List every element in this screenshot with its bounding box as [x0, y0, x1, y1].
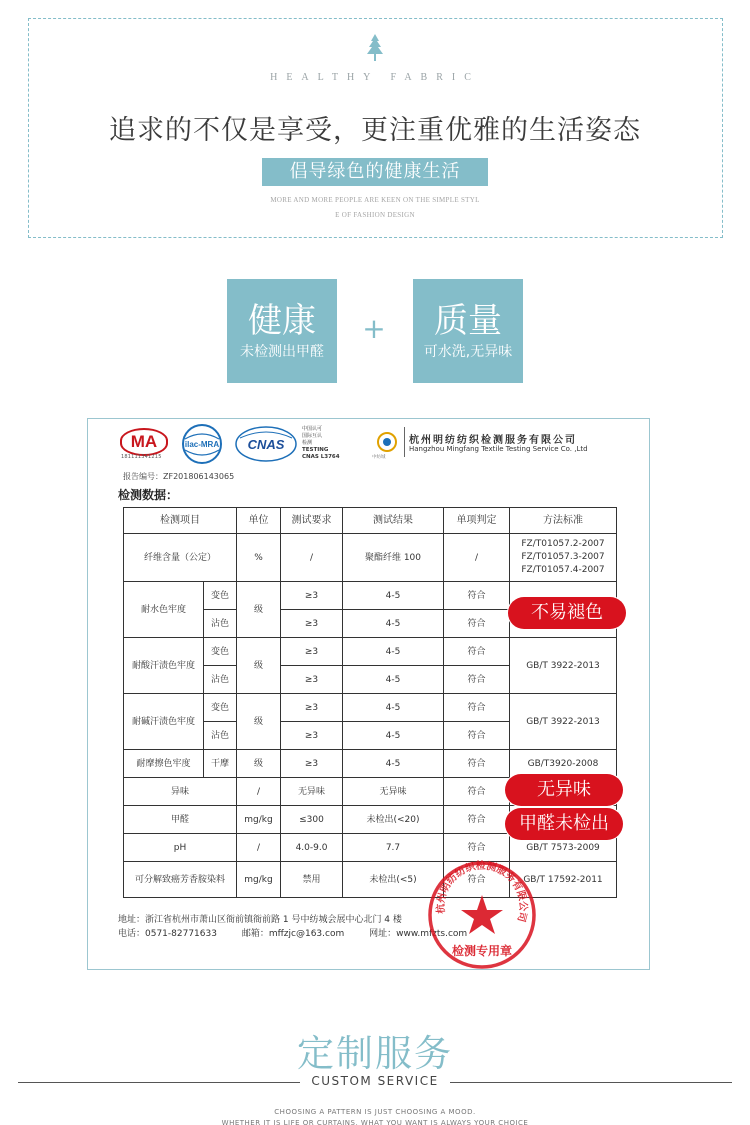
cell-result: 未检出(<20) — [343, 806, 444, 834]
seal-text: 杭州明纺纺织检测服务有限公司 — [435, 860, 529, 923]
custom-service-line-2: WHETHER IT IS LIFE OR CURTAINS, WHAT YOU WANT IS ALWAYS YOUR CHOICE — [221, 1119, 529, 1125]
cell-judge: 符合 — [444, 638, 510, 666]
cell-result: 4-5 — [343, 610, 444, 638]
address-line: 地址：浙江省杭州市萧山区衙前镇衙前路 1 号中纺城会展中心北门 4 楼 — [118, 915, 402, 925]
header-result: 测试结果 — [343, 508, 444, 534]
cnas-caption-5: CNAS L3764 — [302, 454, 340, 460]
cell-unit: 级 — [237, 638, 281, 694]
org-divider — [404, 427, 405, 457]
cell-judge: / — [444, 534, 510, 582]
cell-unit: 级 — [237, 694, 281, 750]
header-item: 检测项目 — [124, 508, 237, 534]
cell-sub: 沾色 — [204, 610, 237, 638]
cell-item: 可分解致癌芳香胺染料 — [124, 862, 237, 898]
org-logo-icon — [373, 431, 401, 453]
section-title: 检测数据： — [118, 488, 179, 502]
cell-req: / — [281, 534, 343, 582]
cell-item: 纤维含量（公定） — [124, 534, 237, 582]
cnas-caption — [302, 426, 340, 461]
cell-judge: 符合 — [444, 610, 510, 638]
cell-sub: 干摩 — [204, 750, 237, 778]
table-row — [124, 862, 617, 898]
cell-req: ≥3 — [281, 694, 343, 722]
ma-number: 181111341215 — [121, 454, 162, 460]
cell-result: 4-5 — [343, 666, 444, 694]
custom-service-subtitle: CUSTOM SERVICE — [311, 1074, 439, 1088]
cell-req: ≥3 — [281, 582, 343, 610]
cell-item: pH — [124, 834, 237, 862]
header-standard: 方法标准 — [510, 508, 617, 534]
cell-sub: 变色 — [204, 638, 237, 666]
website: 网址：www.mfzts.com — [369, 929, 468, 939]
cell-judge: 符合 — [444, 722, 510, 750]
plus-sign: + — [362, 312, 386, 345]
ma-logo: MA — [120, 428, 168, 456]
cnas-caption-3: 检测 — [302, 440, 313, 446]
feature-quality-title: 质量 — [434, 301, 502, 341]
cell-req: ≥3 — [281, 750, 343, 778]
cell-std — [510, 534, 617, 582]
custom-service-title: 定制服务 — [297, 1032, 453, 1075]
cell-unit: % — [237, 534, 281, 582]
std-line: FZ/T01057.3-2007 — [521, 552, 605, 562]
cell-req: 禁用 — [281, 862, 343, 898]
cell-sub: 变色 — [204, 694, 237, 722]
feature-health-title: 健康 — [248, 301, 316, 341]
cell-req: ≤300 — [281, 806, 343, 834]
cell-item: 耐摩擦色牢度 — [124, 750, 204, 778]
cell-std: GB/T 17592-2011 — [510, 862, 617, 898]
cell-result: 无异味 — [343, 778, 444, 806]
cell-judge: 符合 — [444, 750, 510, 778]
cnas-logo — [234, 424, 298, 464]
cell-item: 耐酸汗渍色牢度 — [124, 638, 204, 694]
green-life-banner: 倡导绿色的健康生活 — [262, 158, 488, 186]
email: 邮箱：mffzjc@163.com — [241, 929, 345, 939]
healthy-fabric-kicker: HEALTHY FABRIC — [270, 72, 480, 83]
cell-judge: 符合 — [444, 694, 510, 722]
cell-req: ≥3 — [281, 666, 343, 694]
cell-judge: 符合 — [444, 862, 510, 898]
cell-judge: 符合 — [444, 582, 510, 610]
header-judgement: 单项判定 — [444, 508, 510, 534]
header-requirement: 测试要求 — [281, 508, 343, 534]
cnas-caption-1: 中国认可 — [302, 426, 323, 432]
table-row — [124, 694, 617, 722]
cell-req: 4.0-9.0 — [281, 834, 343, 862]
cell-result: 聚酯纤维 100 — [343, 534, 444, 582]
table-header-row — [124, 508, 617, 534]
cell-judge: 符合 — [444, 834, 510, 862]
cell-std: GB/T 7573-2009 — [510, 834, 617, 862]
cnas-text: CNAS — [247, 437, 285, 452]
address-block — [118, 913, 467, 941]
ilac-text: ilac-MRA — [184, 440, 220, 449]
cell-result: 4-5 — [343, 582, 444, 610]
contact-line — [118, 927, 467, 941]
table-row — [124, 534, 617, 582]
cell-judge: 符合 — [444, 778, 510, 806]
cell-sub: 变色 — [204, 582, 237, 610]
cell-req: ≥3 — [281, 638, 343, 666]
cell-unit: mg/kg — [237, 806, 281, 834]
cell-unit: 级 — [237, 582, 281, 638]
org-logo-caption: 中纺城 — [372, 455, 386, 460]
cell-item: 耐水色牢度 — [124, 582, 204, 638]
cell-unit: / — [237, 834, 281, 862]
std-line: FZ/T01057.2-2007 — [521, 539, 605, 549]
cell-req: ≥3 — [281, 722, 343, 750]
cell-unit: mg/kg — [237, 862, 281, 898]
intro-small-text-2: E OF FASHION DESIGN — [335, 211, 415, 219]
cell-result: 4-5 — [343, 722, 444, 750]
cell-sub: 沾色 — [204, 666, 237, 694]
cell-result: 7.7 — [343, 834, 444, 862]
cnas-caption-4: TESTING — [302, 447, 329, 453]
cell-item: 耐碱汗渍色牢度 — [124, 694, 204, 750]
cell-result: 4-5 — [343, 638, 444, 666]
feature-quality-subtitle: 可水洗,无异味 — [423, 344, 513, 360]
cell-req: 无异味 — [281, 778, 343, 806]
cell-std: GB/T 3922-2013 — [510, 694, 617, 750]
cell-result: 4-5 — [343, 694, 444, 722]
ilac-mra-logo — [177, 423, 227, 465]
phone: 电话：0571-82771633 — [118, 929, 217, 939]
org-name-cn: 杭州明纺纺织检测服务有限公司 — [409, 435, 577, 446]
table-row — [124, 638, 617, 666]
cell-std: GB/T3920-2008 — [510, 750, 617, 778]
cell-judge: 符合 — [444, 806, 510, 834]
test-certificate — [87, 418, 650, 970]
cell-unit: / — [237, 778, 281, 806]
std-line: FZ/T01057.4-2007 — [521, 565, 605, 575]
feature-quality — [413, 279, 523, 383]
badge-no-formaldehyde: 甲醛未检出 — [505, 808, 623, 840]
intro-small-text-1: MORE AND MORE PEOPLE ARE KEEN ON THE SIMPLE STYL — [270, 196, 480, 204]
cell-judge: 符合 — [444, 666, 510, 694]
cell-result: 未检出(<5) — [343, 862, 444, 898]
badge-no-odor: 无异味 — [505, 774, 623, 806]
header-unit: 单位 — [237, 508, 281, 534]
cnas-caption-2: 国际互认 — [302, 433, 323, 439]
cell-item: 甲醛 — [124, 806, 237, 834]
badge-no-fade: 不易褪色 — [508, 597, 626, 629]
cell-sub: 沾色 — [204, 722, 237, 750]
seal-bottom-text: 检测专用章 — [451, 944, 513, 958]
report-number: 报告编号：ZF201806143065 — [123, 472, 235, 481]
cell-std: GB/T 3922-2013 — [510, 638, 617, 694]
feature-health-subtitle: 未检测出甲醛 — [240, 344, 324, 360]
org-name-en: Hangzhou Mingfang Textile Testing Service Co. ,Ltd — [409, 445, 588, 453]
cell-result: 4-5 — [343, 750, 444, 778]
cell-item: 异味 — [124, 778, 237, 806]
headline: 追求的不仅是享受，更注重优雅的生活姿态 — [109, 115, 641, 146]
feature-health — [227, 279, 337, 383]
custom-service-line-1: CHOOSING A PATTERN IS JUST CHOOSING A MOOD. — [274, 1108, 476, 1116]
pine-tree-icon — [365, 33, 385, 63]
cell-unit: 级 — [237, 750, 281, 778]
cell-req: ≥3 — [281, 610, 343, 638]
official-seal — [426, 859, 538, 971]
